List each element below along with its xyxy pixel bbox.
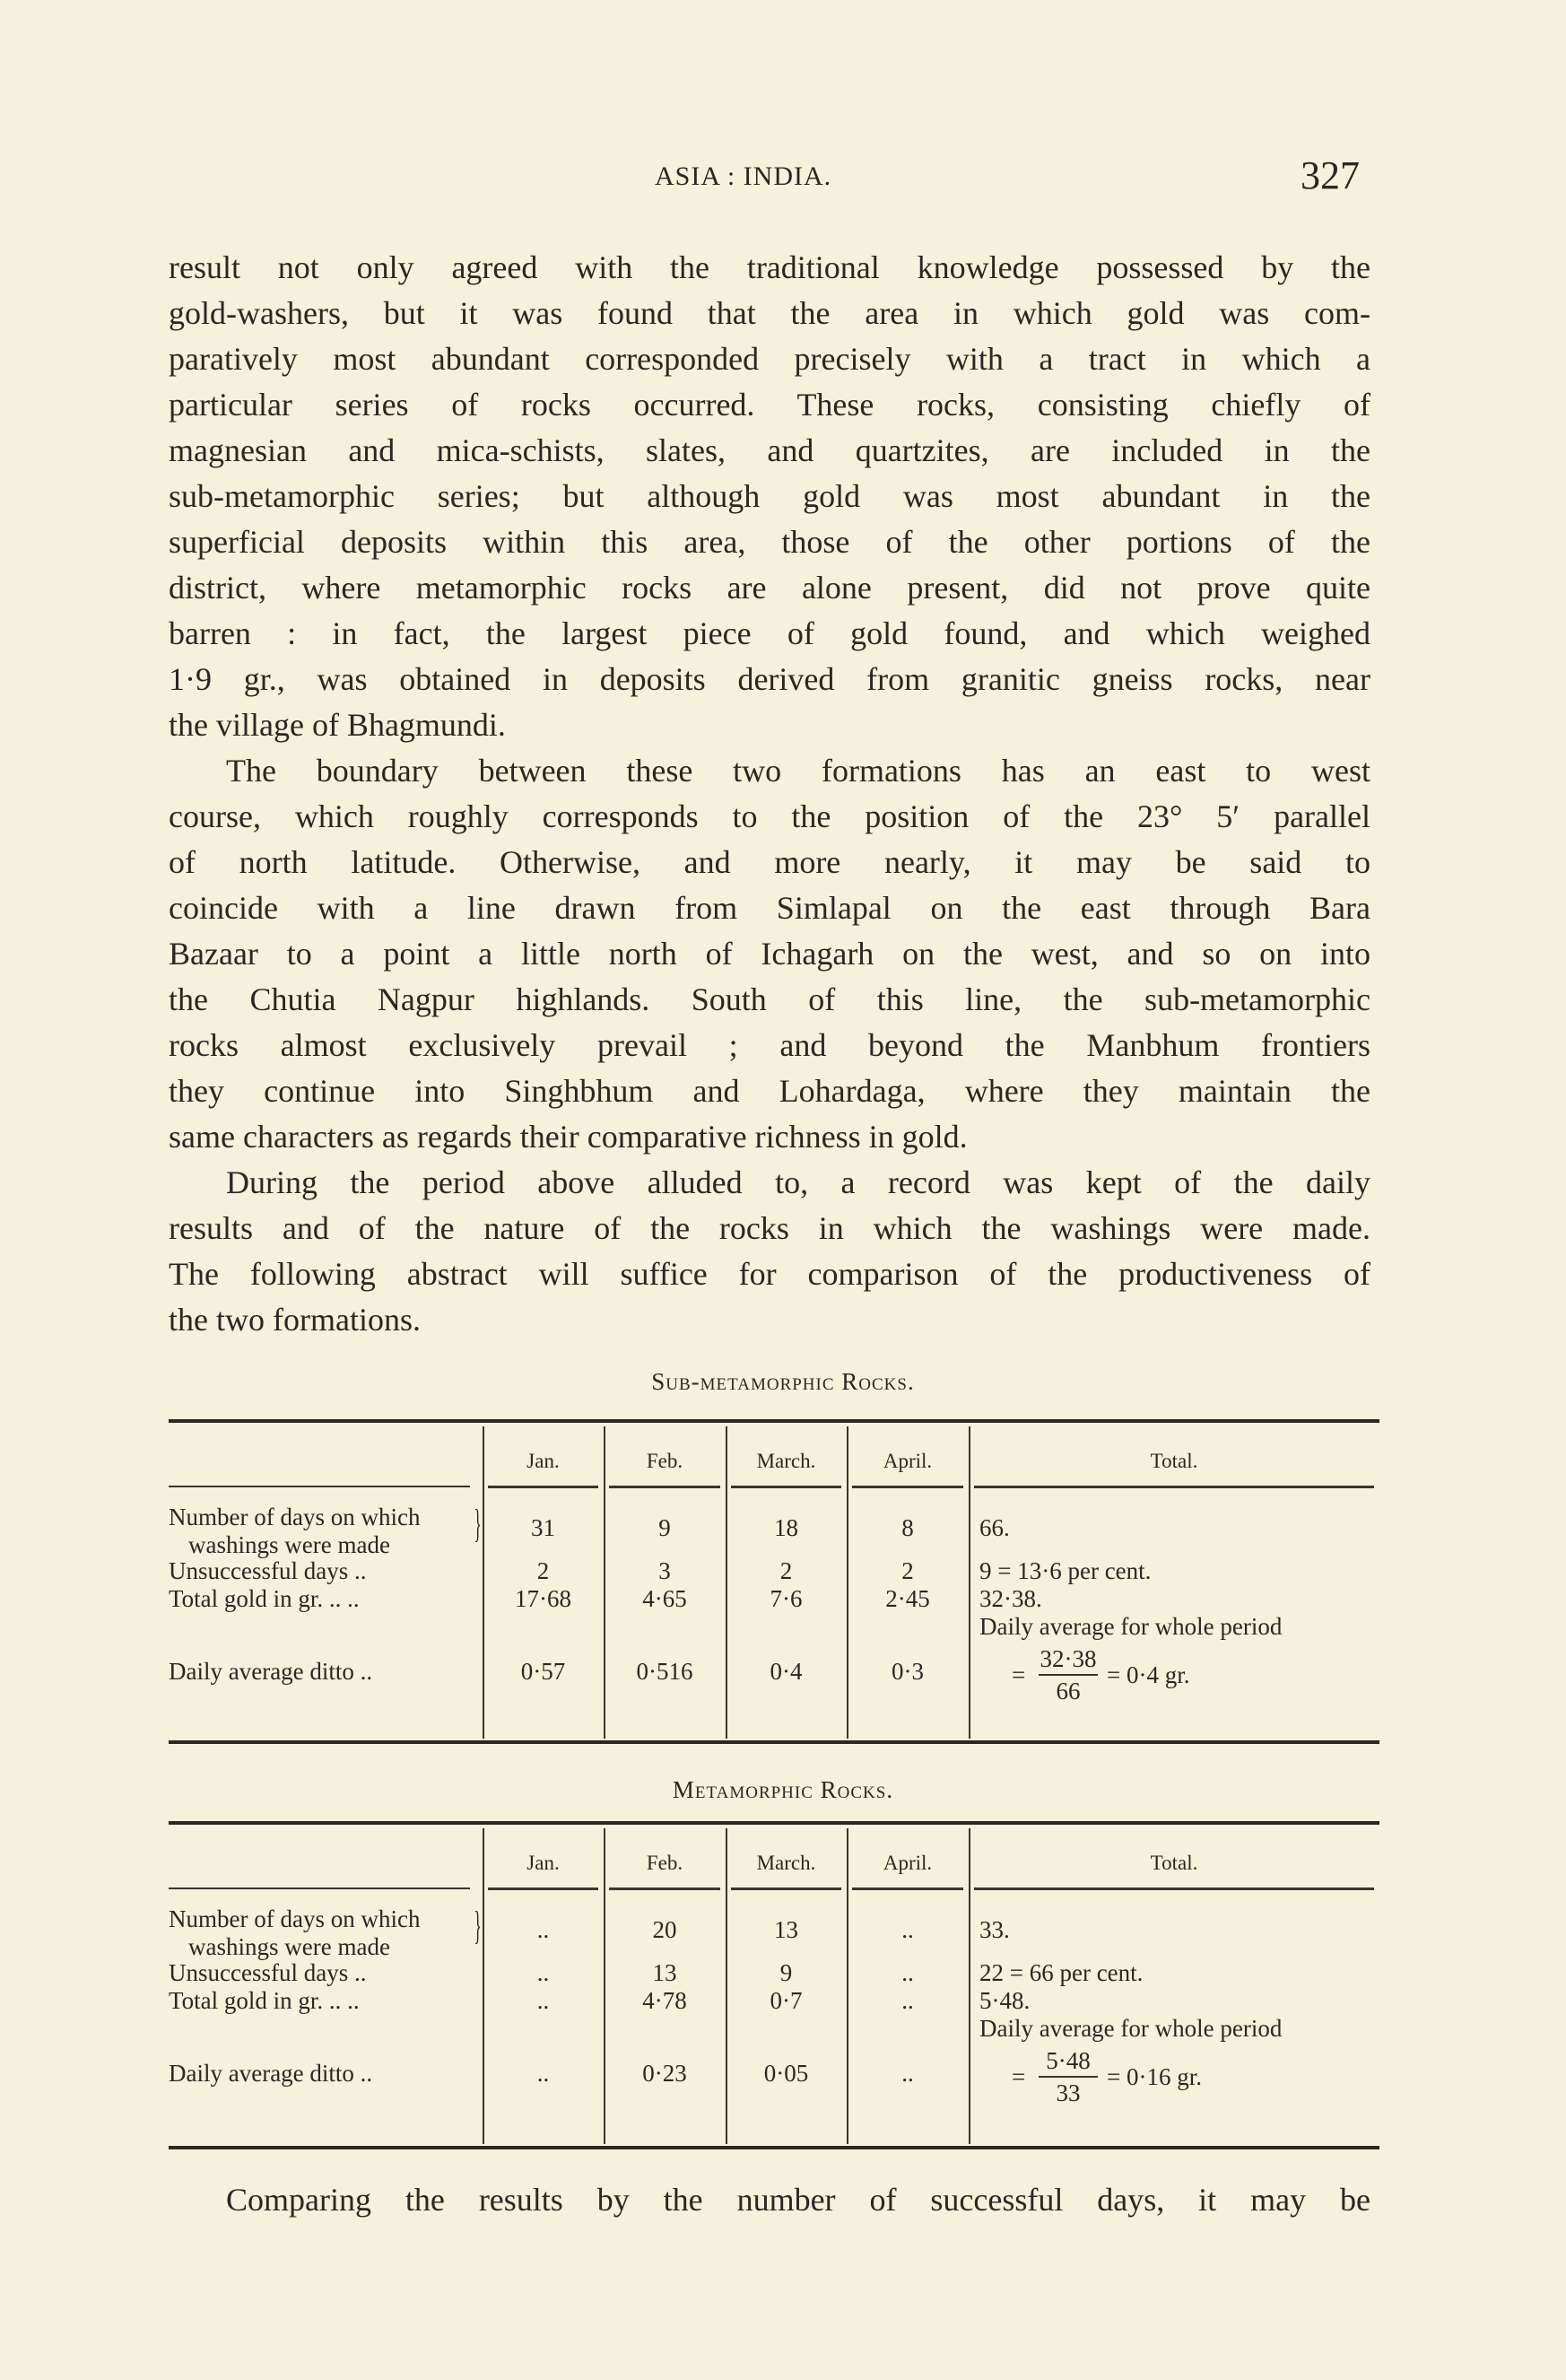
total-cell: 66.: [979, 1514, 1010, 1541]
table-cell: 31: [531, 1514, 555, 1541]
row-label: washings were made: [188, 1933, 390, 1960]
text-line: During the period above alluded to, a record was kept of the daily: [226, 1164, 1370, 1200]
text-line: The following abstract will suffice for comparison of the productiveness of: [169, 1256, 1370, 1292]
total-cell: 5·48.: [979, 1987, 1031, 2014]
bottom-rule: [169, 1740, 1379, 1744]
fraction-bar: [1039, 2076, 1098, 2078]
text-line: gold-washers, but it was found that the area in which gold was com-: [169, 295, 1370, 331]
table-metamorphic: [169, 1821, 1379, 2149]
text-line: barren : in fact, the largest piece of gold found, and which weighed: [169, 615, 1370, 651]
fraction-bar: [1039, 1674, 1098, 1676]
top-rule: [169, 1419, 1379, 1423]
table-cell: 3: [658, 1557, 671, 1584]
table-cell: ..: [536, 1987, 550, 2014]
text-line: magnesian and mica-schists, slates, and quartzites, are included in the: [169, 432, 1370, 468]
row-label: Unsuccessful days ..: [169, 1557, 367, 1584]
brace: }: [474, 1502, 482, 1546]
text-line: superficial deposits within this area, those of the other portions of the: [169, 524, 1370, 560]
header-underline: [852, 1887, 963, 1890]
text-line: course, which roughly corresponds to the position of the 23° 5′ parallel: [169, 798, 1370, 834]
fraction-numerator: 32·38: [1040, 1645, 1097, 1672]
table-cell: 4·65: [642, 1585, 687, 1612]
header-underline: [169, 1887, 470, 1889]
row-label: Total gold in gr. .. ..: [169, 1987, 360, 2014]
header-underline: [609, 1887, 720, 1890]
header-underline: [974, 1887, 1374, 1890]
table-cell: 2: [779, 1557, 793, 1584]
table-cell: 17·68: [515, 1585, 571, 1612]
header-underline: [609, 1486, 720, 1488]
table-cell: 0·7: [770, 1987, 803, 2014]
header-underline: [488, 1486, 598, 1488]
text-line: sub-metamorphic series; but although gold was most abundant in the: [169, 478, 1370, 514]
total-cell: Daily average for whole period: [979, 1613, 1283, 1640]
total-cell: 22 = 66 per cent.: [979, 1959, 1144, 1986]
total-cell: 9 = 13·6 per cent.: [979, 1557, 1152, 1584]
text-line: Bazaar to a point a little north of Ichagarh on the west, and so on into: [169, 936, 1370, 972]
table-title-metamorphic: Metamorphic Rocks.: [672, 1776, 894, 1803]
table-title-sub-metamorphic: Sub-metamorphic Rocks.: [651, 1368, 915, 1395]
fraction-numerator: 5·48: [1046, 2047, 1091, 2074]
table-cell: 2: [901, 1557, 914, 1584]
header-underline: [852, 1486, 963, 1488]
table-cell: 0·516: [636, 1658, 693, 1685]
table-cell: 0·57: [520, 1658, 566, 1685]
text-line: Comparing the results by the number of successful days, it may be: [226, 2182, 1370, 2218]
text-line: the Chutia Nagpur highlands. South of this line, the sub-metamorphic: [169, 981, 1370, 1017]
table-cell: 0·05: [763, 2060, 809, 2087]
fraction-result: = 0·4 gr.: [1107, 1661, 1190, 1688]
text-line: particular series of rocks occurred. These rocks, consisting chiefly of: [169, 387, 1370, 423]
header-underline: [974, 1486, 1374, 1488]
text-line: the village of Bhagmundi.: [169, 707, 506, 743]
table-cell: ..: [536, 2060, 550, 2087]
table-cell: 13: [652, 1959, 677, 1986]
column-header: Jan.: [526, 1450, 560, 1472]
equals-sign: =: [1012, 2063, 1026, 2090]
table-cell: 9: [779, 1959, 793, 1986]
header-underline: [731, 1486, 841, 1488]
text-line: of north latitude. Otherwise, and more nearly, it may be said to: [169, 844, 1370, 880]
total-cell: 33.: [979, 1916, 1010, 1943]
text-line: 1·9 gr., was obtained in deposits derived from granitic gneiss rocks, near: [169, 661, 1370, 697]
total-cell: 32·38.: [979, 1585, 1042, 1612]
column-header: Feb.: [646, 1450, 683, 1472]
column-header: April.: [883, 1450, 933, 1472]
column-header: Total.: [1150, 1852, 1198, 1874]
table-cell: 9: [658, 1514, 671, 1541]
table-cell: 0·4: [770, 1658, 803, 1685]
text-line: The boundary between these two formations has an east to west: [226, 753, 1370, 789]
table-cell: 20: [652, 1916, 677, 1943]
fraction-denominator: 33: [1056, 2079, 1081, 2106]
table-cell: ..: [901, 1987, 914, 2014]
table-cell: 2: [536, 1557, 550, 1584]
fraction-denominator: 66: [1056, 1678, 1081, 1704]
table-cell: 8: [901, 1514, 914, 1541]
text-line: results and of the nature of the rocks in which the washings were made.: [169, 1210, 1370, 1246]
running-title: ASIA : INDIA.: [655, 161, 832, 191]
header-underline: [731, 1887, 841, 1890]
row-label: Daily average ditto ..: [169, 1658, 373, 1685]
brace: }: [474, 1904, 482, 1948]
page-number: 327: [1301, 153, 1360, 197]
text-line: same characters as regards their comparative richness in gold.: [169, 1119, 968, 1155]
row-label: Number of days on which: [169, 1504, 421, 1530]
table-cell: ..: [536, 1916, 550, 1943]
row-label: Unsuccessful days ..: [169, 1959, 367, 1986]
fraction-result: = 0·16 gr.: [1107, 2063, 1202, 2090]
text-line: result not only agreed with the traditional knowledge possessed by the: [169, 249, 1370, 285]
column-header: Total.: [1150, 1450, 1198, 1472]
top-rule: [169, 1821, 1379, 1825]
text-line: paratively most abundant corresponded precisely with a tract in which a: [169, 341, 1370, 377]
table-cell: 18: [774, 1514, 798, 1541]
table-sub-metamorphic: [169, 1419, 1379, 1744]
total-cell: Daily average for whole period: [979, 2015, 1283, 2042]
table-cell: 2·45: [885, 1585, 930, 1612]
column-header: April.: [883, 1852, 933, 1874]
table-cell: ..: [901, 1916, 914, 1943]
table-cell: ..: [536, 1959, 550, 1986]
row-label: Total gold in gr. .. ..: [169, 1585, 360, 1612]
column-header: March.: [756, 1852, 816, 1874]
bottom-rule: [169, 2146, 1379, 2149]
header-underline: [169, 1486, 470, 1487]
closing-paragraph: [169, 2177, 1370, 2223]
header-underline: [488, 1887, 598, 1890]
table-cell: 13: [774, 1916, 798, 1943]
body-text: [169, 245, 1370, 1343]
table-cell: ..: [901, 2060, 914, 2087]
equals-sign: =: [1012, 1661, 1026, 1688]
row-label: Daily average ditto ..: [169, 2060, 373, 2087]
text-line: the two formations.: [169, 1302, 421, 1338]
text-line: they continue into Singhbhum and Lohardaga, where they maintain the: [169, 1073, 1370, 1109]
text-line: coincide with a line drawn from Simlapal on the east through Bara: [169, 890, 1370, 926]
text-line: district, where metamorphic rocks are alone present, did not prove quite: [169, 570, 1370, 606]
row-label: washings were made: [188, 1531, 390, 1558]
table-cell: ..: [901, 1959, 914, 1986]
table-cell: 0·23: [642, 2060, 687, 2087]
column-header: Jan.: [526, 1852, 560, 1874]
table-cell: 7·6: [770, 1585, 803, 1612]
row-label: Number of days on which: [169, 1905, 421, 1932]
column-header: Feb.: [646, 1852, 683, 1874]
table-cell: 0·3: [892, 1658, 924, 1685]
column-header: March.: [756, 1450, 816, 1472]
table-cell: 4·78: [642, 1987, 687, 2014]
text-line: rocks almost exclusively prevail ; and beyond the Manbhum frontiers: [169, 1027, 1370, 1063]
